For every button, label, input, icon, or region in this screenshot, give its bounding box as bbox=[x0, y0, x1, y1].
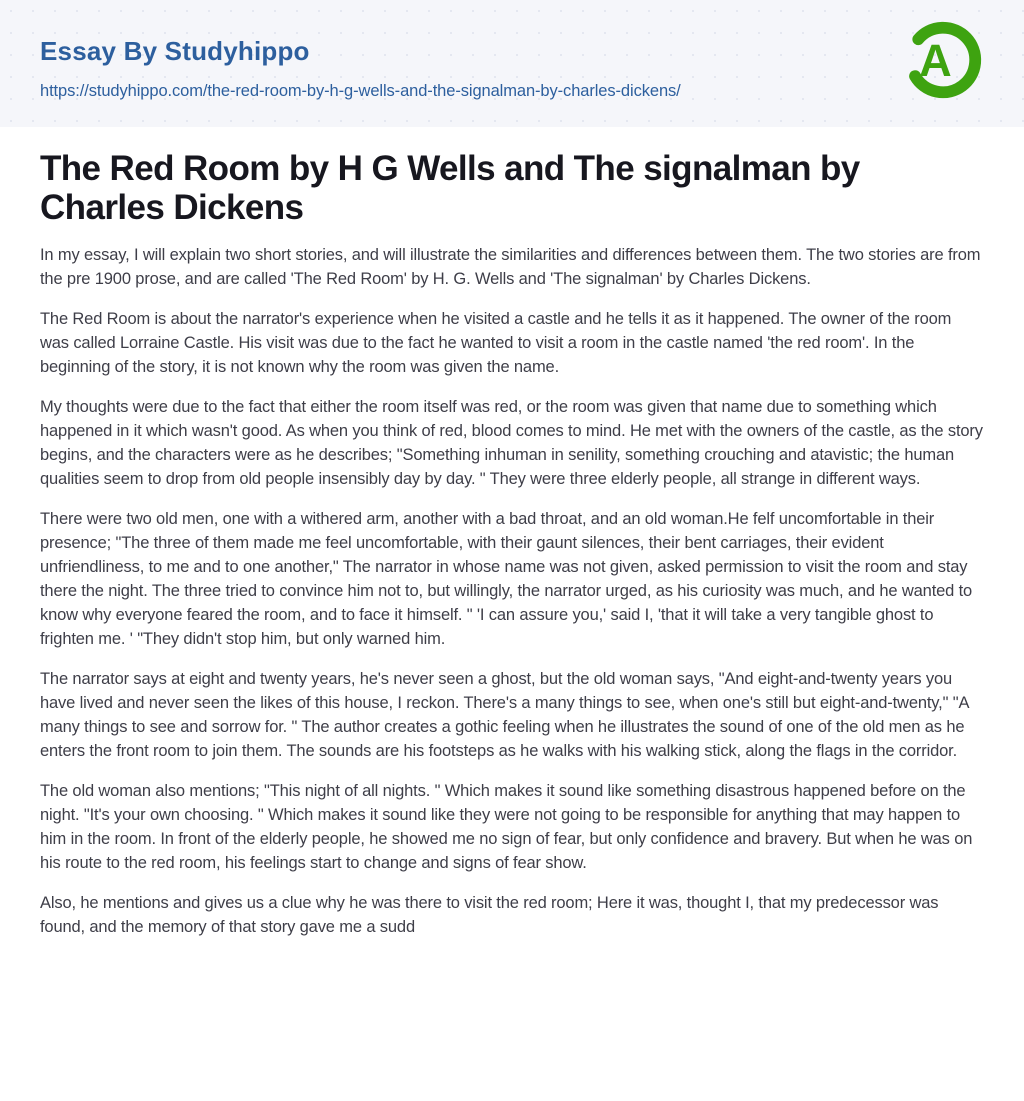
essay-paragraph: The narrator says at eight and twenty years, he's never seen a ghost, but the old woman says, "And eight-and-twenty years you have lived and never seen the likes of this house, I reckon. There's a many things to see, when one's still but eight-and-twenty," "A many things to see and sorrow for. " The author creates a gothic feeling when he illustrates the sound of one of the old men as he enters the front room to join them. The sounds are his footsteps as he walks with his walking stick, along the flags in the corridor. bbox=[40, 670, 969, 760]
essay-body bbox=[40, 243, 984, 939]
essay-paragraph: The old woman also mentions; "This night of all nights. " Which makes it sound like something disastrous happened before on the night. "It's your own choosing. " Which makes it sound like they were not going to be responsible for anything that may happen to him in the room. In front of the elderly people, he showed me no sign of fear, but only confidence and bravery. But when he was on his route to the red room, his feelings start to change and signs of fear show. bbox=[40, 782, 973, 872]
essay-paragraph: There were two old men, one with a withered arm, another with a bad throat, and an old woman.He felf uncomfortable in their presence; "The three of them made me feel uncomfortable, with their gaunt silences, their bent carriages, their evident unfriendliness, to me and to one another," The narrator in whose name was not given, asked permission to visit the room and stay there the night. The three tried to convince him not to, but willingly, the narrator urged, as his curiosity was much, and he wanted to know why everyone feared the room, and to face it himself. " 'I can assure you,' said I, 'that it will take a very tangible ghost to frighten me. ' "They didn't stop him, but only warned him. bbox=[40, 510, 973, 648]
site-title: Essay By Studyhippo bbox=[40, 36, 310, 66]
essay-paragraph: In my essay, I will explain two short stories, and will illustrate the similarities and differences between them. The two stories are from the pre 1900 prose, and are called 'The Red Room' by H. G. Wells and 'The signalman' by Charles Dickens. bbox=[40, 246, 981, 288]
essay-content bbox=[0, 127, 1024, 939]
essay-title: The Red Room by H G Wells and The signalman by Charles Dickens bbox=[40, 149, 860, 227]
essay-paragraph: My thoughts were due to the fact that either the room itself was red, or the room was given that name due to something which happened in it which wasn't good. As when you think of red, blood comes to mind. He met with the owners of the castle, as the story begins, and the characters were as he describes; "Something inhuman in senility, something crouching and atavistic; the human qualities seem to drop from old people insensibly day by day. " They were three elderly people, all strange in different ways. bbox=[40, 398, 983, 488]
header-text-block bbox=[40, 26, 681, 101]
essay-paragraph: Also, he mentions and gives us a clue why he was there to visit the red room; Here it was, thought I, that my predecessor was found, and the memory of that story gave me a sudd bbox=[40, 894, 939, 936]
studyhippo-logo-icon bbox=[900, 17, 986, 103]
page-header bbox=[0, 0, 1024, 127]
logo-letter: A bbox=[919, 34, 952, 86]
source-url-link[interactable]: https://studyhippo.com/the-red-room-by-h-g-wells-and-the-signalman-by-charles-dickens/ bbox=[40, 82, 681, 100]
essay-paragraph: The Red Room is about the narrator's experience when he visited a castle and he tells it as it happened. The owner of the room was called Lorraine Castle. His visit was due to the fact he wanted to visit a room in the castle named 'the red room'. In the beginning of the story, it is not known why the room was given the name. bbox=[40, 310, 952, 376]
